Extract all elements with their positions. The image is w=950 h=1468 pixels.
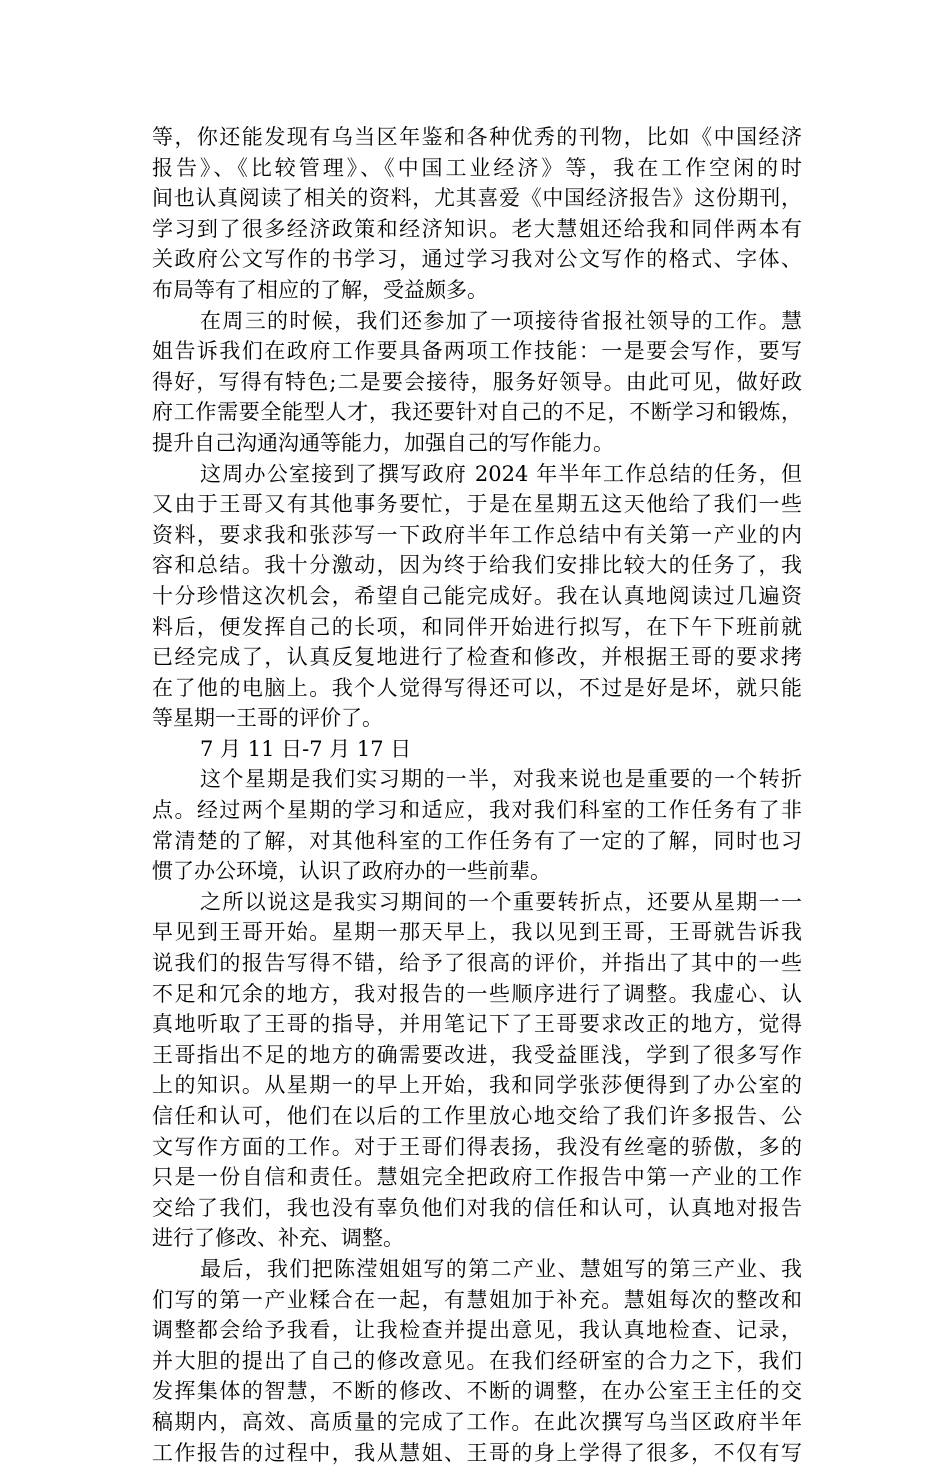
paragraph-line: 等，你还能发现有乌当区年鉴和各种优秀的刊物，比如《中国经济: [152, 125, 802, 149]
paragraph: [152, 306, 802, 459]
paragraph-line: 在周三的时候，我们还参加了一项接待省报社领导的工作。慧: [200, 308, 802, 333]
paragraph-line: 稿期内，高效、高质量的完成了工作。在此次撰写乌当区政府半年: [152, 1409, 802, 1434]
paragraph-line: 又由于王哥又有其他事务要忙，于是在星期五这天他给了我们一些: [152, 492, 802, 517]
paragraph-line: 提升自己沟通沟通等能力，加强自己的写作能力。: [152, 430, 614, 455]
paragraph-line: 王哥指出不足的地方的确需要改进，我受益匪浅，学到了很多写作: [152, 1042, 802, 1067]
paragraph-line: 7 月 11 日-7 月 17 日: [200, 736, 412, 761]
paragraph-line: 已经完成了，认真反复地进行了检查和修改，并根据王哥的要求拷: [152, 645, 802, 670]
paragraph-line: 真地听取了王哥的指导，并用笔记下了王哥要求改正的地方，觉得: [152, 1012, 802, 1037]
paragraph-line: 十分珍惜这次机会，希望自己能完成好。我在认真地阅读过几遍资: [152, 583, 802, 608]
paragraph-line: 资料，要求我和张莎写一下政府半年工作总结中有关第一产业的内: [152, 522, 802, 547]
paragraph-line: 间也认真阅读了相关的资料，尤其喜爱《中国经济报告》这份期刊，: [152, 186, 802, 211]
paragraph-line: 点。经过两个星期的学习和适应，我对我们科室的工作任务有了非: [152, 798, 802, 823]
paragraph-line: 之所以说这是我实习期间的一个重要转折点，还要从星期一一: [200, 889, 802, 914]
paragraph-line: 府工作需要全能型人才，我还要针对自己的不足，不断学习和锻炼，: [152, 400, 802, 425]
paragraph-line: 并大胆的提出了自己的修改意见。在我们经研室的合力之下，我们: [152, 1348, 802, 1373]
paragraph-line: 报告》、《比较管理》、《中国工业经济》等，我在工作空闲的时: [152, 155, 802, 180]
paragraph-line: 这个星期是我们实习期的一半，对我来说也是重要的一个转折: [200, 767, 802, 792]
paragraph: [152, 764, 802, 886]
paragraph-line: 工作报告的过程中，我从慧姐、王哥的身上学得了很多，不仅有写: [152, 1440, 802, 1465]
paragraph-line: 交给了我们，我也没有辜负他们对我的信任和认可，认真地对报告: [152, 1195, 802, 1220]
document-body: [152, 122, 802, 1468]
paragraph-line: 进行了修改、补充、调整。: [152, 1226, 404, 1251]
paragraph-line: 发挥集体的智慧，不断的修改、不断的调整，在办公室王主任的交: [152, 1379, 802, 1404]
paragraph: [152, 1254, 802, 1468]
paragraph-line: 在了他的电脑上。我个人觉得写得还可以，不过是好是坏，就只能: [152, 675, 802, 700]
paragraph-line: 文写作方面的工作。对于王哥们得表扬，我没有丝毫的骄傲，多的: [152, 1134, 802, 1159]
paragraph-line: 最后，我们把陈滢姐姐写的第二产业、慧姐写的第三产业、我: [200, 1256, 802, 1281]
paragraph-line: 这周办公室接到了撰写政府 2024 年半年工作总结的任务，但: [200, 461, 802, 486]
paragraph-line: 早见到王哥开始。星期一那天早上，我以见到王哥，王哥就告诉我: [152, 920, 802, 945]
paragraph-line: 料后，便发挥自己的长项，和同伴开始进行拟写，在下午下班前就: [152, 614, 802, 639]
paragraph-line: 不足和冗余的地方，我对报告的一些顺序进行了调整。我虚心、认: [152, 981, 802, 1006]
paragraph-line: 关政府公文写作的书学习，通过学习我对公文写作的格式、字体、: [152, 247, 802, 272]
paragraph-line: 等星期一王哥的评价了。: [152, 706, 383, 731]
paragraph: [152, 459, 802, 734]
paragraph-line: 容和总结。我十分激动，因为终于给我们安排比较大的任务了，我: [152, 553, 802, 578]
paragraph: [152, 734, 802, 765]
paragraph-line: 常清楚的了解，对其他科室的工作任务有了一定的了解，同时也习: [152, 828, 802, 853]
paragraph-line: 说我们的报告写得不错，给予了很高的评价，并指出了其中的一些: [152, 951, 802, 976]
paragraph-line: 们写的第一产业糅合在一起，有慧姐加于补充。慧姐每次的整改和: [152, 1287, 802, 1312]
paragraph-line: 信任和认可，他们在以后的工作里放心地交给了我们许多报告、公: [152, 1104, 802, 1128]
paragraph-line: 上的知识。从星期一的早上开始，我和同学张莎便得到了办公室的: [152, 1073, 802, 1098]
paragraph: [152, 122, 802, 306]
paragraph: [152, 887, 802, 1254]
paragraph-line: 学习到了很多经济政策和经济知识。老大慧姐还给我和同伴两本有: [152, 216, 802, 241]
paragraph-line: 惯了办公环境，认识了政府办的一些前辈。: [152, 859, 551, 884]
paragraph-line: 得好，写得有特色;二是要会接待，服务好领导。由此可见，做好政: [152, 369, 802, 394]
paragraph-line: 布局等有了相应的了解，受益颇多。: [152, 277, 488, 302]
paragraph-line: 调整都会给予我看，让我检查并提出意见，我认真地检查、记录，: [152, 1318, 802, 1343]
paragraph-line: 只是一份自信和责任。慧姐完全把政府工作报告中第一产业的工作: [152, 1165, 802, 1190]
paragraph-line: 姐告诉我们在政府工作要具备两项工作技能：一是要会写作，要写: [152, 339, 802, 364]
